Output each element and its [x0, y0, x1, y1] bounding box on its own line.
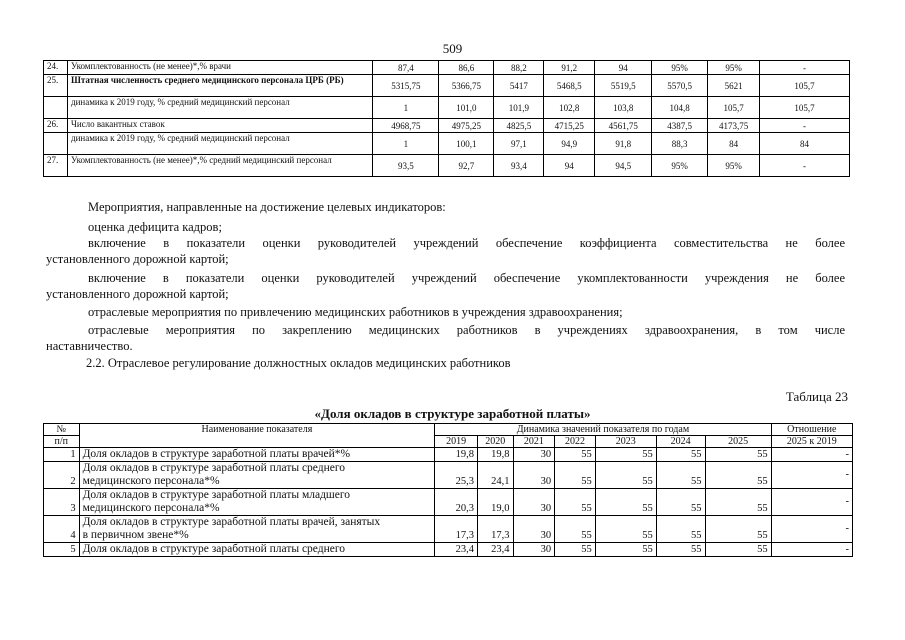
- value-cell: 30: [513, 516, 555, 543]
- indicator-name-line: Доля окладов в структуре заработной платы врачей, занятых: [82, 516, 381, 528]
- value-cell: 55: [656, 462, 705, 489]
- header-ratio-sub: 2025 к 2019: [771, 436, 852, 448]
- value-cell: -: [760, 61, 850, 75]
- value-cell: 101,0: [439, 97, 494, 119]
- indicator-name: Штатная численность среднего медицинского персонала ЦРБ (РБ): [67, 75, 372, 97]
- value-cell: 55: [595, 516, 656, 543]
- measure-item: оценка дефицита кадров;: [88, 220, 222, 234]
- value-cell: 5468,5: [544, 75, 595, 97]
- value-cell: 94,9: [544, 133, 595, 155]
- row-number: 3: [44, 489, 80, 516]
- indicator-name: [79, 543, 435, 557]
- row-number: 24.: [44, 61, 68, 75]
- value-cell: 4825,5: [494, 119, 544, 133]
- value-cell: 24,1: [477, 462, 513, 489]
- value-cell: 25,3: [435, 462, 478, 489]
- table-row: [44, 516, 853, 543]
- value-cell: 55: [656, 489, 705, 516]
- measure-item: отраслевые мероприятия по привлечению медицинских работников в учреждения здравоохранения;: [88, 305, 623, 319]
- header-num-sub: п/п: [44, 436, 80, 448]
- table-caption: Таблица 23: [785, 389, 848, 404]
- value-cell: 95%: [652, 155, 708, 177]
- section-heading: 2.2. Отраслевое регулирование должностных окладов медицинских работников: [86, 356, 511, 370]
- value-cell: 4173,75: [708, 119, 760, 133]
- value-cell: 87,4: [373, 61, 439, 75]
- value-cell: 88,2: [494, 61, 544, 75]
- value-cell: 55: [595, 462, 656, 489]
- measure-item-continued: наставничество.: [46, 339, 133, 353]
- value-cell: 84: [760, 133, 850, 155]
- indicator-name: [79, 516, 435, 543]
- row-number: 26.: [44, 119, 68, 133]
- value-cell: 91,8: [595, 133, 652, 155]
- row-number: 5: [44, 543, 80, 557]
- value-cell: 102,8: [544, 97, 595, 119]
- header-year: 2021: [513, 436, 555, 448]
- value-cell: 55: [705, 516, 771, 543]
- value-cell: 55: [595, 448, 656, 462]
- value-cell: 55: [705, 489, 771, 516]
- value-cell: 100,1: [439, 133, 494, 155]
- value-cell: -: [760, 155, 850, 177]
- row-number: 4: [44, 516, 80, 543]
- indicator-name-line: Доля окладов в структуре заработной платы младшего: [82, 489, 351, 501]
- value-cell: 93,4: [494, 155, 544, 177]
- header-ratio: Отношение: [771, 424, 852, 436]
- value-cell: 104,8: [652, 97, 708, 119]
- indicator-name: [79, 462, 435, 489]
- value-cell: 17,3: [477, 516, 513, 543]
- value-cell: 94,5: [595, 155, 652, 177]
- indicator-name-line: Доля окладов в структуре заработной платы среднего: [82, 462, 346, 474]
- value-cell: 20,3: [435, 489, 478, 516]
- value-cell: 30: [513, 489, 555, 516]
- table-title: «Доля окладов в структуре заработной платы»: [314, 406, 591, 421]
- value-cell: 105,7: [760, 75, 850, 97]
- indicator-name: Укомплектованность (не менее)*,% средний медицинский персонал: [67, 155, 372, 177]
- indicator-name: [79, 489, 435, 516]
- value-cell: 5366,75: [439, 75, 494, 97]
- page-number: 509: [442, 41, 463, 56]
- salary-share-table: [43, 423, 853, 557]
- value-cell: 55: [705, 543, 771, 557]
- value-cell: 55: [555, 516, 596, 543]
- value-cell: 103,8: [595, 97, 652, 119]
- table-row: [44, 489, 853, 516]
- table-row: [44, 543, 853, 557]
- row-number: 1: [44, 448, 80, 462]
- header-name: Наименование показателя: [79, 424, 435, 448]
- value-cell: 55: [555, 448, 596, 462]
- value-cell: 5621: [708, 75, 760, 97]
- value-cell: 101,9: [494, 97, 544, 119]
- indicator-name-line: Доля окладов в структуре заработной платы врачей*%: [82, 448, 351, 460]
- header-year: 2025: [705, 436, 771, 448]
- measures-heading: Мероприятия, направленные на достижение целевых индикаторов:: [88, 200, 446, 214]
- ratio-cell: -: [771, 448, 852, 462]
- value-cell: 97,1: [494, 133, 544, 155]
- indicator-name: Число вакантных ставок: [67, 119, 372, 133]
- value-cell: 55: [656, 448, 705, 462]
- ratio-cell: -: [771, 462, 852, 489]
- indicator-name: [79, 448, 435, 462]
- value-cell: 23,4: [435, 543, 478, 557]
- value-cell: 30: [513, 448, 555, 462]
- ratio-cell: -: [771, 543, 852, 557]
- value-cell: 105,7: [708, 97, 760, 119]
- value-cell: 19,8: [477, 448, 513, 462]
- value-cell: 4715,25: [544, 119, 595, 133]
- header-year: 2023: [595, 436, 656, 448]
- measure-item: отраслевые мероприятия по закреплению медицинских работников в учреждениях здравоохранения, в том числе: [88, 323, 845, 337]
- indicator-name: динамика к 2019 году, % средний медицинский персонал: [67, 133, 372, 155]
- table-row: [44, 155, 850, 177]
- value-cell: 105,7: [760, 97, 850, 119]
- staffing-table: [43, 60, 850, 177]
- value-cell: 30: [513, 543, 555, 557]
- value-cell: 4968,75: [373, 119, 439, 133]
- header-year: 2024: [656, 436, 705, 448]
- table-row: [44, 448, 853, 462]
- value-cell: 95%: [708, 155, 760, 177]
- measure-item-continued: установленного дорожной картой;: [46, 252, 229, 266]
- ratio-cell: -: [771, 489, 852, 516]
- value-cell: 55: [656, 543, 705, 557]
- value-cell: 4975,25: [439, 119, 494, 133]
- row-number: [44, 97, 68, 119]
- table-row: [44, 119, 850, 133]
- value-cell: 95%: [652, 61, 708, 75]
- value-cell: 4387,5: [652, 119, 708, 133]
- value-cell: 94: [544, 155, 595, 177]
- table-row: [44, 133, 850, 155]
- value-cell: 55: [555, 489, 596, 516]
- indicator-name: динамика к 2019 году, % средний медицинский персонал: [67, 97, 372, 119]
- value-cell: 5519,5: [595, 75, 652, 97]
- row-number: 2: [44, 462, 80, 489]
- row-number: [44, 133, 68, 155]
- table-row: [44, 462, 853, 489]
- indicator-name-line: медицинского персонала*%: [82, 502, 220, 514]
- row-number: 25.: [44, 75, 68, 97]
- table-row: [44, 61, 850, 75]
- value-cell: 5417: [494, 75, 544, 97]
- measure-item: включение в показатели оценки руководителей учреждений обеспечение укомплектованности учреждения не более: [88, 271, 845, 285]
- table-row: [44, 97, 850, 119]
- header-year: 2020: [477, 436, 513, 448]
- table-row: [44, 75, 850, 97]
- value-cell: 91,2: [544, 61, 595, 75]
- header-num: №: [44, 424, 80, 436]
- value-cell: -: [760, 119, 850, 133]
- value-cell: 1: [373, 97, 439, 119]
- value-cell: 55: [705, 462, 771, 489]
- value-cell: 30: [513, 462, 555, 489]
- value-cell: 5315,75: [373, 75, 439, 97]
- value-cell: 93,5: [373, 155, 439, 177]
- header-year: 2019: [435, 436, 478, 448]
- indicator-name-line: Доля окладов в структуре заработной платы среднего: [82, 543, 346, 555]
- value-cell: 55: [555, 462, 596, 489]
- value-cell: 55: [595, 489, 656, 516]
- ratio-cell: -: [771, 516, 852, 543]
- value-cell: 92,7: [439, 155, 494, 177]
- measure-item-continued: установленного дорожной картой;: [46, 287, 229, 301]
- indicator-name-line: в первичном звене*%: [82, 529, 189, 541]
- value-cell: 19,0: [477, 489, 513, 516]
- value-cell: 17,3: [435, 516, 478, 543]
- value-cell: 86,6: [439, 61, 494, 75]
- header-dynamics: Динамика значений показателя по годам: [435, 424, 771, 436]
- value-cell: 19,8: [435, 448, 478, 462]
- value-cell: 88,3: [652, 133, 708, 155]
- indicator-name-line: медицинского персонала*%: [82, 475, 220, 487]
- row-number: 27.: [44, 155, 68, 177]
- value-cell: 1: [373, 133, 439, 155]
- value-cell: 55: [555, 543, 596, 557]
- value-cell: 94: [595, 61, 652, 75]
- value-cell: 23,4: [477, 543, 513, 557]
- header-year: 2022: [555, 436, 596, 448]
- measure-item: включение в показатели оценки руководителей учреждений обеспечение коэффициента совместительства не более: [88, 236, 845, 250]
- value-cell: 95%: [708, 61, 760, 75]
- value-cell: 5570,5: [652, 75, 708, 97]
- value-cell: 55: [595, 543, 656, 557]
- value-cell: 84: [708, 133, 760, 155]
- value-cell: 55: [656, 516, 705, 543]
- value-cell: 4561,75: [595, 119, 652, 133]
- indicator-name: Укомплектованность (не менее)*,% врачи: [67, 61, 372, 75]
- value-cell: 55: [705, 448, 771, 462]
